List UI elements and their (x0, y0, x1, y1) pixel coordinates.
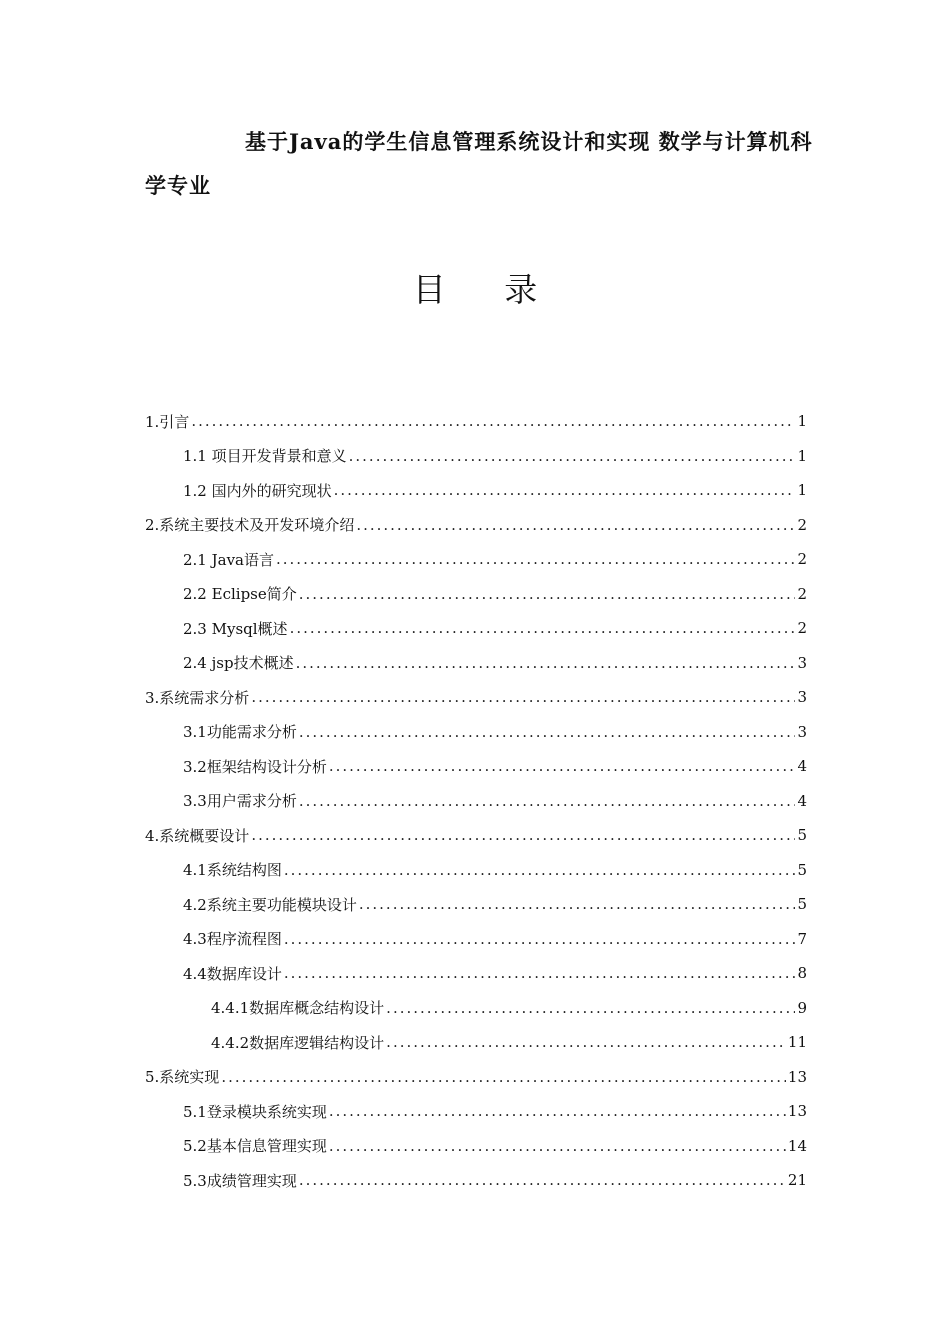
toc-entry-title: 5.系统实现 (145, 1068, 220, 1087)
toc-entry-title: 4.4数据库设计 (183, 964, 282, 983)
toc-entry-page: 2 (797, 619, 807, 638)
toc-dot-leader (299, 791, 796, 811)
toc-entry-title: 4.4.2数据库逻辑结构设计 (211, 1033, 385, 1052)
toc-dot-leader (251, 825, 795, 845)
document-title: 基于Java的学生信息管理系统设计和实现 数学与计算机科学专业 (145, 129, 813, 198)
toc-entry-title: 5.3成绩管理实现 (183, 1171, 297, 1190)
toc-entry-title: 2.3 Mysql概述 (183, 619, 288, 638)
toc-dot-leader (284, 929, 796, 949)
toc-entry[interactable] (145, 853, 807, 888)
toc-entry-page: 5 (797, 860, 807, 879)
toc-entry-page: 7 (797, 929, 807, 948)
toc-entry[interactable] (145, 956, 807, 991)
toc-dot-leader (349, 446, 796, 466)
toc-entry[interactable] (145, 922, 807, 957)
toc-entry[interactable] (145, 887, 807, 922)
toc-entry-page: 21 (787, 1171, 807, 1190)
toc-entry[interactable] (145, 542, 807, 577)
toc-entry[interactable] (145, 1094, 807, 1129)
toc-entry-page: 14 (787, 1136, 807, 1155)
toc-entry[interactable] (145, 749, 807, 784)
toc-dot-leader (191, 411, 795, 431)
toc-entry-page: 3 (797, 653, 807, 672)
toc-dot-leader (329, 756, 796, 776)
toc-entry-title: 2.4 jsp技术概述 (183, 654, 294, 673)
toc-dot-leader (251, 687, 795, 707)
toc-entry-title: 4.4.1数据库概念结构设计 (211, 999, 385, 1018)
toc-entry-title: 2.1 Java语言 (183, 550, 274, 569)
toc-entry[interactable] (145, 991, 807, 1026)
toc-entry-page: 4 (797, 791, 807, 810)
toc-entry-title: 1.1 项目开发背景和意义 (183, 447, 347, 466)
toc-dot-leader (299, 1170, 786, 1190)
toc-entry[interactable] (145, 439, 807, 474)
table-of-contents (145, 404, 807, 1198)
toc-dot-leader (299, 722, 796, 742)
toc-entry[interactable] (145, 1129, 807, 1164)
toc-heading: 目 录 (412, 270, 562, 309)
toc-entry[interactable] (145, 646, 807, 681)
toc-entry-title: 4.1系统结构图 (183, 861, 282, 880)
toc-dot-leader (356, 515, 795, 535)
toc-entry-title: 4.3程序流程图 (183, 930, 282, 949)
toc-dot-leader (299, 584, 796, 604)
toc-entry-title: 4.系统概要设计 (145, 826, 250, 845)
toc-entry-title: 3.3用户需求分析 (183, 792, 297, 811)
toc-entry-page: 2 (797, 584, 807, 603)
toc-entry-page: 5 (797, 895, 807, 914)
toc-dot-leader (284, 860, 796, 880)
toc-dot-leader (221, 1067, 786, 1087)
toc-entry-title: 3.系统需求分析 (145, 688, 250, 707)
toc-entry-page: 3 (797, 722, 807, 741)
toc-entry-page: 2 (797, 515, 807, 534)
toc-entry-title: 3.1功能需求分析 (183, 723, 297, 742)
toc-entry[interactable] (145, 577, 807, 612)
toc-entry-page: 9 (797, 998, 807, 1017)
toc-entry-page: 13 (787, 1102, 807, 1121)
toc-entry[interactable] (145, 1060, 807, 1095)
toc-entry-page: 13 (787, 1067, 807, 1086)
toc-entry-title: 1.2 国内外的研究现状 (183, 481, 332, 500)
toc-entry[interactable] (145, 473, 807, 508)
toc-dot-leader (290, 618, 796, 638)
toc-entry[interactable] (145, 784, 807, 819)
toc-entry-page: 2 (797, 550, 807, 569)
toc-entry-title: 2.2 Eclipse简介 (183, 585, 297, 604)
toc-entry-page: 1 (797, 412, 807, 431)
toc-entry-title: 5.1登录模块系统实现 (183, 1102, 327, 1121)
toc-entry-page: 1 (797, 481, 807, 500)
toc-dot-leader (329, 1136, 786, 1156)
toc-entry[interactable] (145, 680, 807, 715)
toc-entry[interactable] (145, 404, 807, 439)
toc-entry-page: 8 (797, 964, 807, 983)
toc-dot-leader (386, 1032, 786, 1052)
toc-entry-title: 1.引言 (145, 412, 190, 431)
toc-entry-title: 5.2基本信息管理实现 (183, 1137, 327, 1156)
toc-dot-leader (276, 549, 795, 569)
toc-entry-page: 4 (797, 757, 807, 776)
toc-dot-leader (334, 480, 796, 500)
toc-entry[interactable] (145, 818, 807, 853)
toc-entry[interactable] (145, 508, 807, 543)
toc-entry[interactable] (145, 715, 807, 750)
toc-entry-title: 2.系统主要技术及开发环境介绍 (145, 516, 355, 535)
toc-entry-page: 3 (797, 688, 807, 707)
toc-dot-leader (386, 998, 795, 1018)
toc-dot-leader (329, 1101, 786, 1121)
toc-dot-leader (296, 653, 796, 673)
toc-entry[interactable] (145, 1163, 807, 1198)
toc-dot-leader (284, 963, 796, 983)
toc-entry-page: 11 (787, 1033, 807, 1052)
toc-dot-leader (359, 894, 796, 914)
toc-entry-page: 5 (797, 826, 807, 845)
toc-entry-title: 4.2系统主要功能模块设计 (183, 895, 357, 914)
toc-entry[interactable] (145, 1025, 807, 1060)
toc-entry-page: 1 (797, 446, 807, 465)
toc-entry[interactable] (145, 611, 807, 646)
toc-entry-title: 3.2框架结构设计分析 (183, 757, 327, 776)
